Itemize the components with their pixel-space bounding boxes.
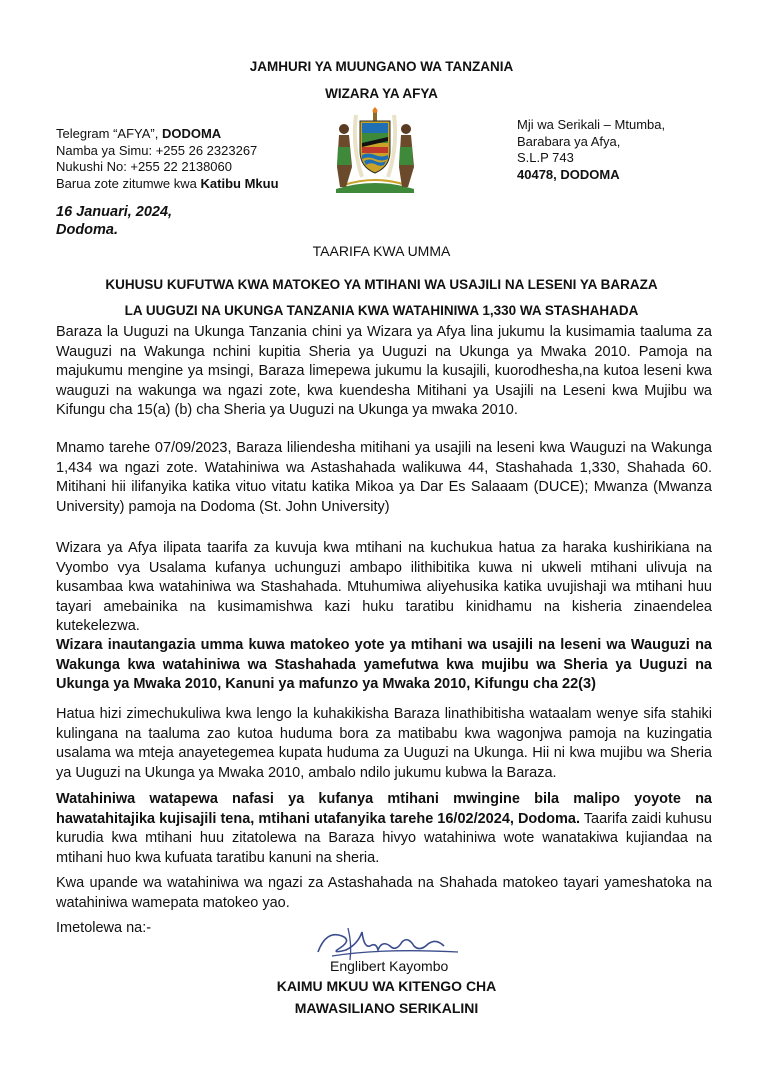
paragraph-7: Kwa upande wa watahiniwa wa ngazi za Astashahada na Shahada matokeo tayari yameshatoka na watahiniwa wamepata matokeo yao. [56, 875, 712, 911]
signatory-name: Englibert Kayombo [330, 958, 449, 974]
contact-left [56, 126, 316, 192]
date-block [56, 203, 172, 239]
address-line-4: 40478, DODOMA [517, 166, 620, 182]
date-line: 16 Januari, 2024, [56, 204, 173, 220]
address-line-3: S.L.P 743 [517, 150, 574, 165]
signatory-title-line-2: MAWASILIANO SERIKALINI [294, 1000, 479, 1016]
paragraph-3: Wizara ya Afya ilipata taarifa za kuvuja kwa mtihani na kuchukua hatua za haraka kushirikiana na Vyombo vya Usalama kufanya uchunguzi ambapo ilithibitika kuwa ni ukweli mtihani ulivuja na kusambaa kwa watahiniwa wa Stashahada. Mtuhumiwa aliyehusika katika uvujishaji wa mtihani huu tayari amebainika na kusimamishwa kazi huku taratibu kinidhamu na kisheria zinaendelea kutekelezwa. [56, 540, 712, 635]
telegram-line: Telegram “AFYA”, DODOMA [56, 126, 222, 141]
contact-right [517, 117, 717, 183]
ministry-heading: WIZARA YA AFYA [325, 86, 438, 101]
address-line-1: Mji wa Serikali – Mtumba, [517, 117, 666, 132]
paragraph-4: Wizara inautangazia umma kuwa matokeo yote ya mtihani wa usajili na leseni wa Wauguzi na Wakunga kwa watahiniwa wa Stashahada yamefutwa kwa mujibu wa Sheria ya Uuguzi na Ukunga ya Mwaka 2010, Kanuni ya mafunzo ya Mwaka 2010, Kifungu cha 22(3) [56, 637, 712, 693]
paragraph-6: Watahiniwa watapewa nafasi ya kufanya mtihani mwingine bila malipo yoyote na hawatahitajika kujisajili tena, mtihani utafanyika tarehe 16/02/2024, Dodoma. Taarifa zaidi kuhusu kurudia kwa mtihani huu zitatolewa na Baraza hivyo watahiniwa wote wanatakiwa kujiandaa na mtihani huo kwa kufuata taratibu kanuni na sheria. [56, 791, 712, 866]
fax-line: Nukushi No: +255 22 2138060 [56, 159, 232, 174]
signatory-title-line-1: KAIMU MKUU WA KITENGO CHA [276, 978, 497, 994]
address-line-2: Barabara ya Afya, [517, 133, 621, 149]
paragraph-5: Hatua hizi zimechukuliwa kwa lengo la kuhakikisha Baraza linathibitisha wataalam wenye sifa stahiki kulingana na taaluma zao kutoa huduma bora za matibabu kwa wagonjwa pamoja na kuzingatia usalama wa mteja anayetegemea kupata huduma za Uuguzi na Ukunga. Hii ni kwa mujibu wa Sheria ya Uuguzi na Ukunga ya Mwaka 2010, ambalo ndilo jukumu kubwa la Baraza. [56, 706, 712, 781]
phone-line: Namba ya Simu: +255 26 2323267 [56, 142, 258, 158]
paragraph-1: Baraza la Uuguzi na Ukunga Tanzania chini ya Wizara ya Afya lina jukumu la kusimamia taaluma za Wauguzi na Wakunga nchini kupitia Sheria ya Uuguzi na Ukunga ya Mwaka 2010. Pamoja na majukumu mengine ya msingi, Baraza limepewa jukumu la kusajili, kuorodhesha,na kutoa leseni kwa wauguzi na wakunga wa ngazi zote, kwa kuendesha Mitihani ya Usajili na Leseni kwa Mujibu wa Kifungu cha 15(a) (b) cha Sheria ya Uuguzi na Ukunga ya mwaka 2010. [56, 324, 712, 419]
paragraph-2: Mnamo tarehe 07/09/2023, Baraza liliendesha mitihani ya usajili na leseni kwa Wauguzi na Wakunga 1,434 wa ngazi zote. Watahiniwa wa Astashahada walikuwa 44, Stashahada 1,330, Shahada 60. Mitihani hii ilifanyika katika vituo vitatu katika Mikoa ya Dar Es Salaaam (DUCE); Mwanza (Mwanza University) pamoja na Dodoma (St. John University) [56, 440, 712, 515]
issued-by-label: Imetolewa na:- [56, 920, 152, 936]
country-heading: JAMHURI YA MUUNGANO WA TANZANIA [249, 59, 514, 74]
notice-subject-line-1: KUHUSU KUFUTWA KWA MATOKEO YA MTIHANI WA USAJILI NA LESENI YA BARAZA [105, 277, 658, 292]
notice-title: TAARIFA KWA UMMA [312, 243, 451, 259]
place-line: Dodoma. [56, 222, 119, 238]
tanzania-coat-of-arms-icon [326, 107, 424, 193]
notice-subject-line-2: LA UUGUZI NA UKUNGA TANZANIA KWA WATAHINIWA 1,330 WA STASHAHADA [124, 303, 639, 318]
letters-line: Barua zote zitumwe kwa Katibu Mkuu [56, 175, 279, 191]
